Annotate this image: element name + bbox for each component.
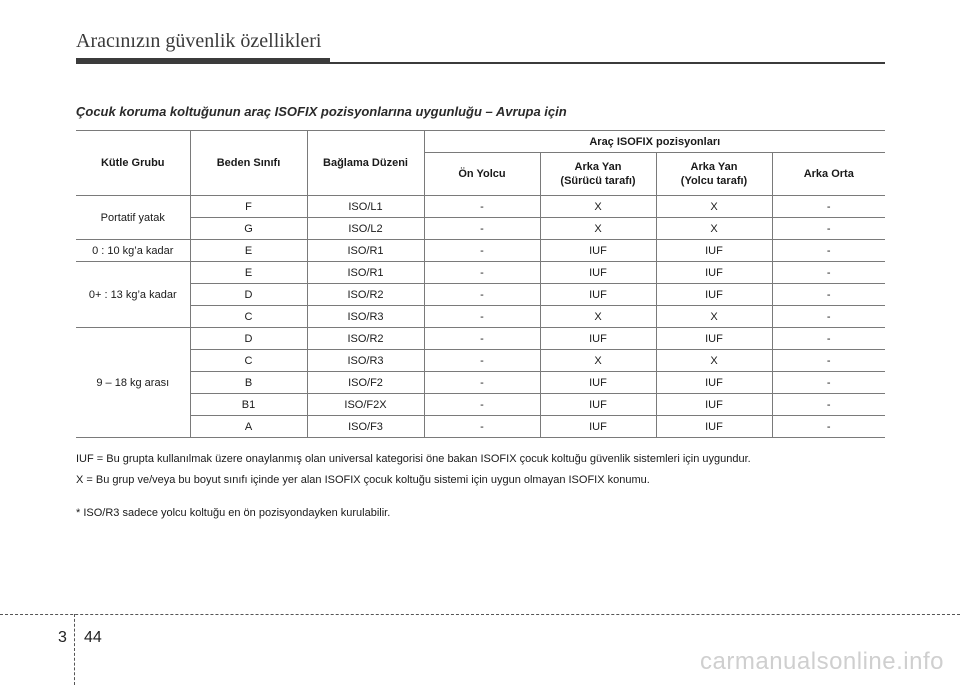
table-row [76,218,885,240]
rear-driver-cell: IUF [540,416,656,438]
rear-passenger-cell: X [656,196,772,218]
rear-passenger-cell: IUF [656,240,772,262]
rear-center-cell: - [772,196,885,218]
size-class-cell: E [190,240,307,262]
header-size-class: Beden Sınıfı [190,131,307,196]
mass-group-cell: 0 : 10 kg’a kadar [76,240,190,262]
mass-group-cell: 0+ : 13 kg’a kadar [76,262,190,328]
notes-block [76,449,751,524]
size-class-cell: G [190,218,307,240]
header-rule-thick [76,58,330,64]
fixture-cell: ISO/R3 [307,306,424,328]
header-rear-center: Arka Orta [772,153,885,196]
size-class-cell: D [190,284,307,306]
rear-center-cell: - [772,372,885,394]
front-passenger-cell: - [424,284,540,306]
fixture-cell: ISO/R3 [307,350,424,372]
size-class-cell: B [190,372,307,394]
table-row [76,328,885,350]
header-rear-driver-line1: Arka Yan [574,161,622,173]
size-class-cell: A [190,416,307,438]
rear-center-cell: - [772,240,885,262]
rear-center-cell: - [772,262,885,284]
front-passenger-cell: - [424,306,540,328]
front-passenger-cell: - [424,416,540,438]
isofix-compatibility-table [76,130,885,438]
rear-driver-cell: IUF [540,284,656,306]
rear-center-cell: - [772,328,885,350]
fixture-cell: ISO/R1 [307,240,424,262]
header-rule-thin [330,62,885,64]
rear-driver-cell: IUF [540,372,656,394]
front-passenger-cell: - [424,328,540,350]
fixture-cell: ISO/R2 [307,328,424,350]
size-class-cell: B1 [190,394,307,416]
front-passenger-cell: - [424,262,540,284]
note-x: X = Bu grup ve/veya bu boyut sınıfı içinde yer alan ISOFIX çocuk koltuğu sistemi için uygun olmayan ISOFIX konumu. [76,474,650,486]
table-row [76,196,885,218]
rear-passenger-cell: IUF [656,328,772,350]
header-mass-group: Kütle Grubu [76,131,190,196]
table-row [76,372,885,394]
fixture-cell: ISO/L1 [307,196,424,218]
table-row [76,394,885,416]
rear-center-cell: - [772,284,885,306]
rear-passenger-cell: IUF [656,372,772,394]
rear-passenger-cell: X [656,306,772,328]
rear-driver-cell: IUF [540,328,656,350]
table-row [76,262,885,284]
fixture-cell: ISO/F2X [307,394,424,416]
header-rear-outboard-passenger [656,153,772,196]
front-passenger-cell: - [424,196,540,218]
rear-passenger-cell: IUF [656,416,772,438]
rear-driver-cell: IUF [540,394,656,416]
footer-dashed-divider [74,614,75,685]
table-row [76,416,885,438]
rear-center-cell: - [772,394,885,416]
size-class-cell: D [190,328,307,350]
front-passenger-cell: - [424,240,540,262]
rear-center-cell: - [772,218,885,240]
header-vehicle-isofix-positions: Araç ISOFIX pozisyonları [424,131,885,153]
size-class-cell: F [190,196,307,218]
header-fixture: Bağlama Düzeni [307,131,424,196]
rear-center-cell: - [772,306,885,328]
fixture-cell: ISO/R1 [307,262,424,284]
rear-driver-cell: X [540,218,656,240]
header-rear-driver-line2: (Sürücü tarafı) [560,175,636,187]
section-title: Çocuk koruma koltuğunun araç ISOFIX pozisyonlarına uygunluğu – Avrupa için [76,104,567,119]
header-front-passenger: Ön Yolcu [424,153,540,196]
table-row [76,284,885,306]
rear-center-cell: - [772,416,885,438]
size-class-cell: C [190,306,307,328]
fixture-cell: ISO/F3 [307,416,424,438]
rear-center-cell: - [772,350,885,372]
watermark: carmanualsonline.info [700,648,944,675]
size-class-cell: C [190,350,307,372]
front-passenger-cell: - [424,372,540,394]
chapter-number: 3 [58,629,67,646]
page-header-title: Aracınızın güvenlik özellikleri [76,30,322,52]
footnote-iso-r3: * ISO/R3 sadece yolcu koltuğu en ön pozisyondayken kurulabilir. [76,507,391,519]
fixture-cell: ISO/R2 [307,284,424,306]
mass-group-cell: 9 – 18 kg arası [76,328,190,438]
rear-driver-cell: X [540,350,656,372]
size-class-cell: E [190,262,307,284]
rear-driver-cell: X [540,196,656,218]
rear-passenger-cell: IUF [656,394,772,416]
front-passenger-cell: - [424,350,540,372]
table-row [76,350,885,372]
rear-passenger-cell: IUF [656,262,772,284]
rear-passenger-cell: X [656,218,772,240]
rear-passenger-cell: X [656,350,772,372]
rear-driver-cell: IUF [540,262,656,284]
header-rear-outboard-driver [540,153,656,196]
rear-driver-cell: X [540,306,656,328]
fixture-cell: ISO/L2 [307,218,424,240]
header-rear-passenger-line2: (Yolcu tarafı) [680,175,748,187]
note-iuf: IUF = Bu grupta kullanılmak üzere onaylanmış olan universal kategorisi öne bakan ISOFIX çocuk koltuğu güvenlik sistemleri için uygundur. [76,453,751,465]
fixture-cell: ISO/F2 [307,372,424,394]
table-row [76,306,885,328]
mass-group-cell: Portatif yatak [76,196,190,240]
table-row [76,240,885,262]
front-passenger-cell: - [424,218,540,240]
rear-passenger-cell: IUF [656,284,772,306]
rear-driver-cell: IUF [540,240,656,262]
header-rear-passenger-line1: Arka Yan [690,161,738,173]
page-number: 44 [84,629,102,646]
footer-dashed-rule [0,614,960,615]
front-passenger-cell: - [424,394,540,416]
